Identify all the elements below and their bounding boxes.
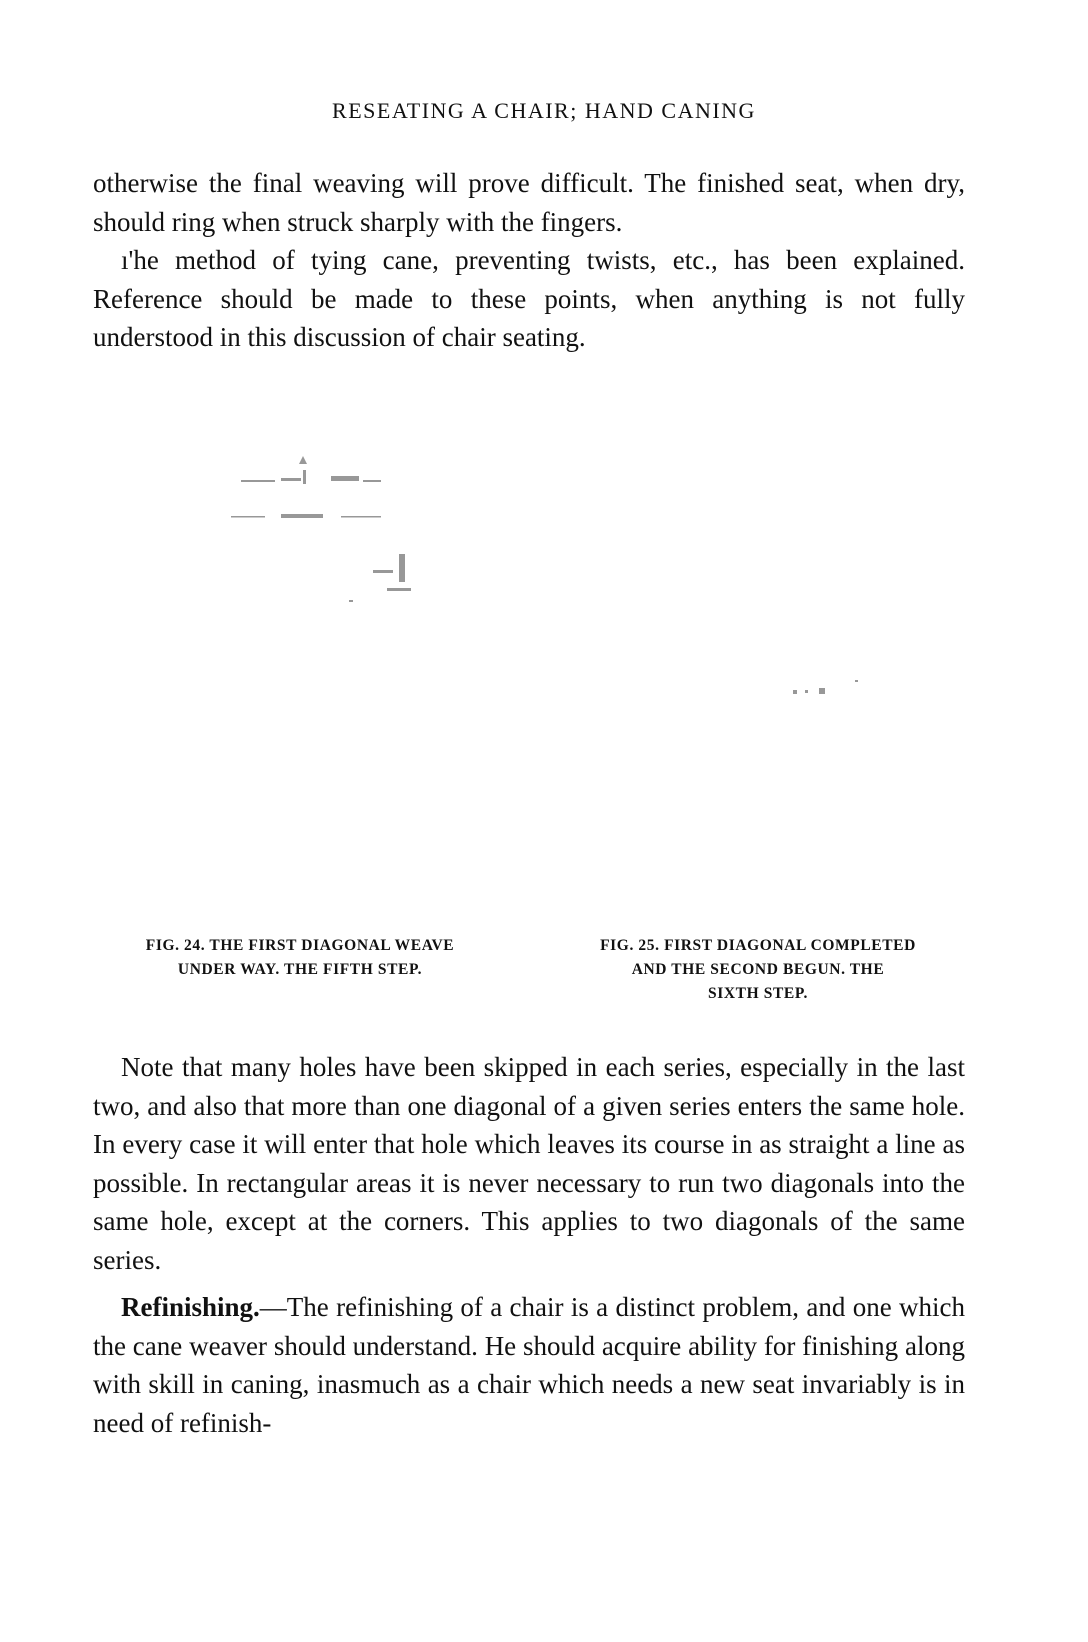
faded-figure-24-marks	[231, 450, 461, 610]
paragraph-final-weaving: otherwise the final weaving will prove difficult. The finished seat, when dry, should ring when struck sharply with the fingers.	[93, 168, 965, 237]
faded-mark	[241, 480, 275, 482]
body-text-bottom	[93, 1048, 965, 1442]
faded-mark	[819, 688, 825, 694]
faded-mark	[855, 680, 858, 682]
faded-mark	[303, 470, 306, 484]
faded-mark	[387, 588, 411, 591]
paragraph-refinishing	[93, 1288, 965, 1442]
caption-line: SIXTH STEP.	[708, 985, 808, 1002]
refinishing-text: —The refinishing of a chair is a distinct problem, and one which the cane weaver should understand. He should acquire ability for finishing along with skill in caning, inasmuch as a chair which needs a new seat invariably is in need of refinish-	[93, 1292, 965, 1438]
faded-mark	[281, 514, 323, 518]
faded-mark	[349, 600, 353, 602]
body-text-top	[93, 164, 965, 357]
faded-mark	[363, 480, 381, 482]
paragraph-tying-cane: ı'he method of tying cane, preventing twists, etc., has been explained. Reference should be made to these points, when anything is not fully understood in this discussion of chair seating.	[93, 245, 965, 352]
faded-mark	[399, 554, 405, 582]
faded-mark	[231, 516, 265, 518]
figure-24-caption	[80, 934, 520, 982]
paragraph-holes-skipped: Note that many holes have been skipped in each series, especially in the last two, and also that more than one diagonal of a given series enters the same hole. In every case it will enter that hole which leaves its course in as straight a line as possible. In rectangular areas it is never necessary to run two diagonals into the same hole, except at the corners. This applies to two diagonals of the same series.	[93, 1052, 965, 1275]
section-heading-refinishing: Refinishing.	[121, 1292, 260, 1322]
caption-line: UNDER WAY. THE FIFTH STEP.	[177, 961, 423, 978]
faded-mark	[281, 478, 301, 481]
running-head: RESEATING A CHAIR; HAND CANING	[332, 98, 756, 123]
faded-mark	[805, 690, 808, 693]
faded-figure-25-marks	[783, 676, 873, 706]
faded-mark	[331, 476, 359, 481]
figure-area	[93, 440, 965, 920]
faded-mark	[341, 516, 381, 518]
faded-arrow-mark	[299, 456, 307, 464]
faded-mark	[793, 690, 797, 694]
caption-line: FIG. 25. FIRST DIAGONAL COMPLETED	[600, 937, 916, 954]
caption-line: AND THE SECOND BEGUN. THE	[631, 961, 885, 978]
faded-mark	[373, 570, 393, 573]
caption-line: FIG. 24. THE FIRST DIAGONAL WEAVE	[145, 937, 455, 954]
figure-25-caption	[548, 934, 968, 1006]
